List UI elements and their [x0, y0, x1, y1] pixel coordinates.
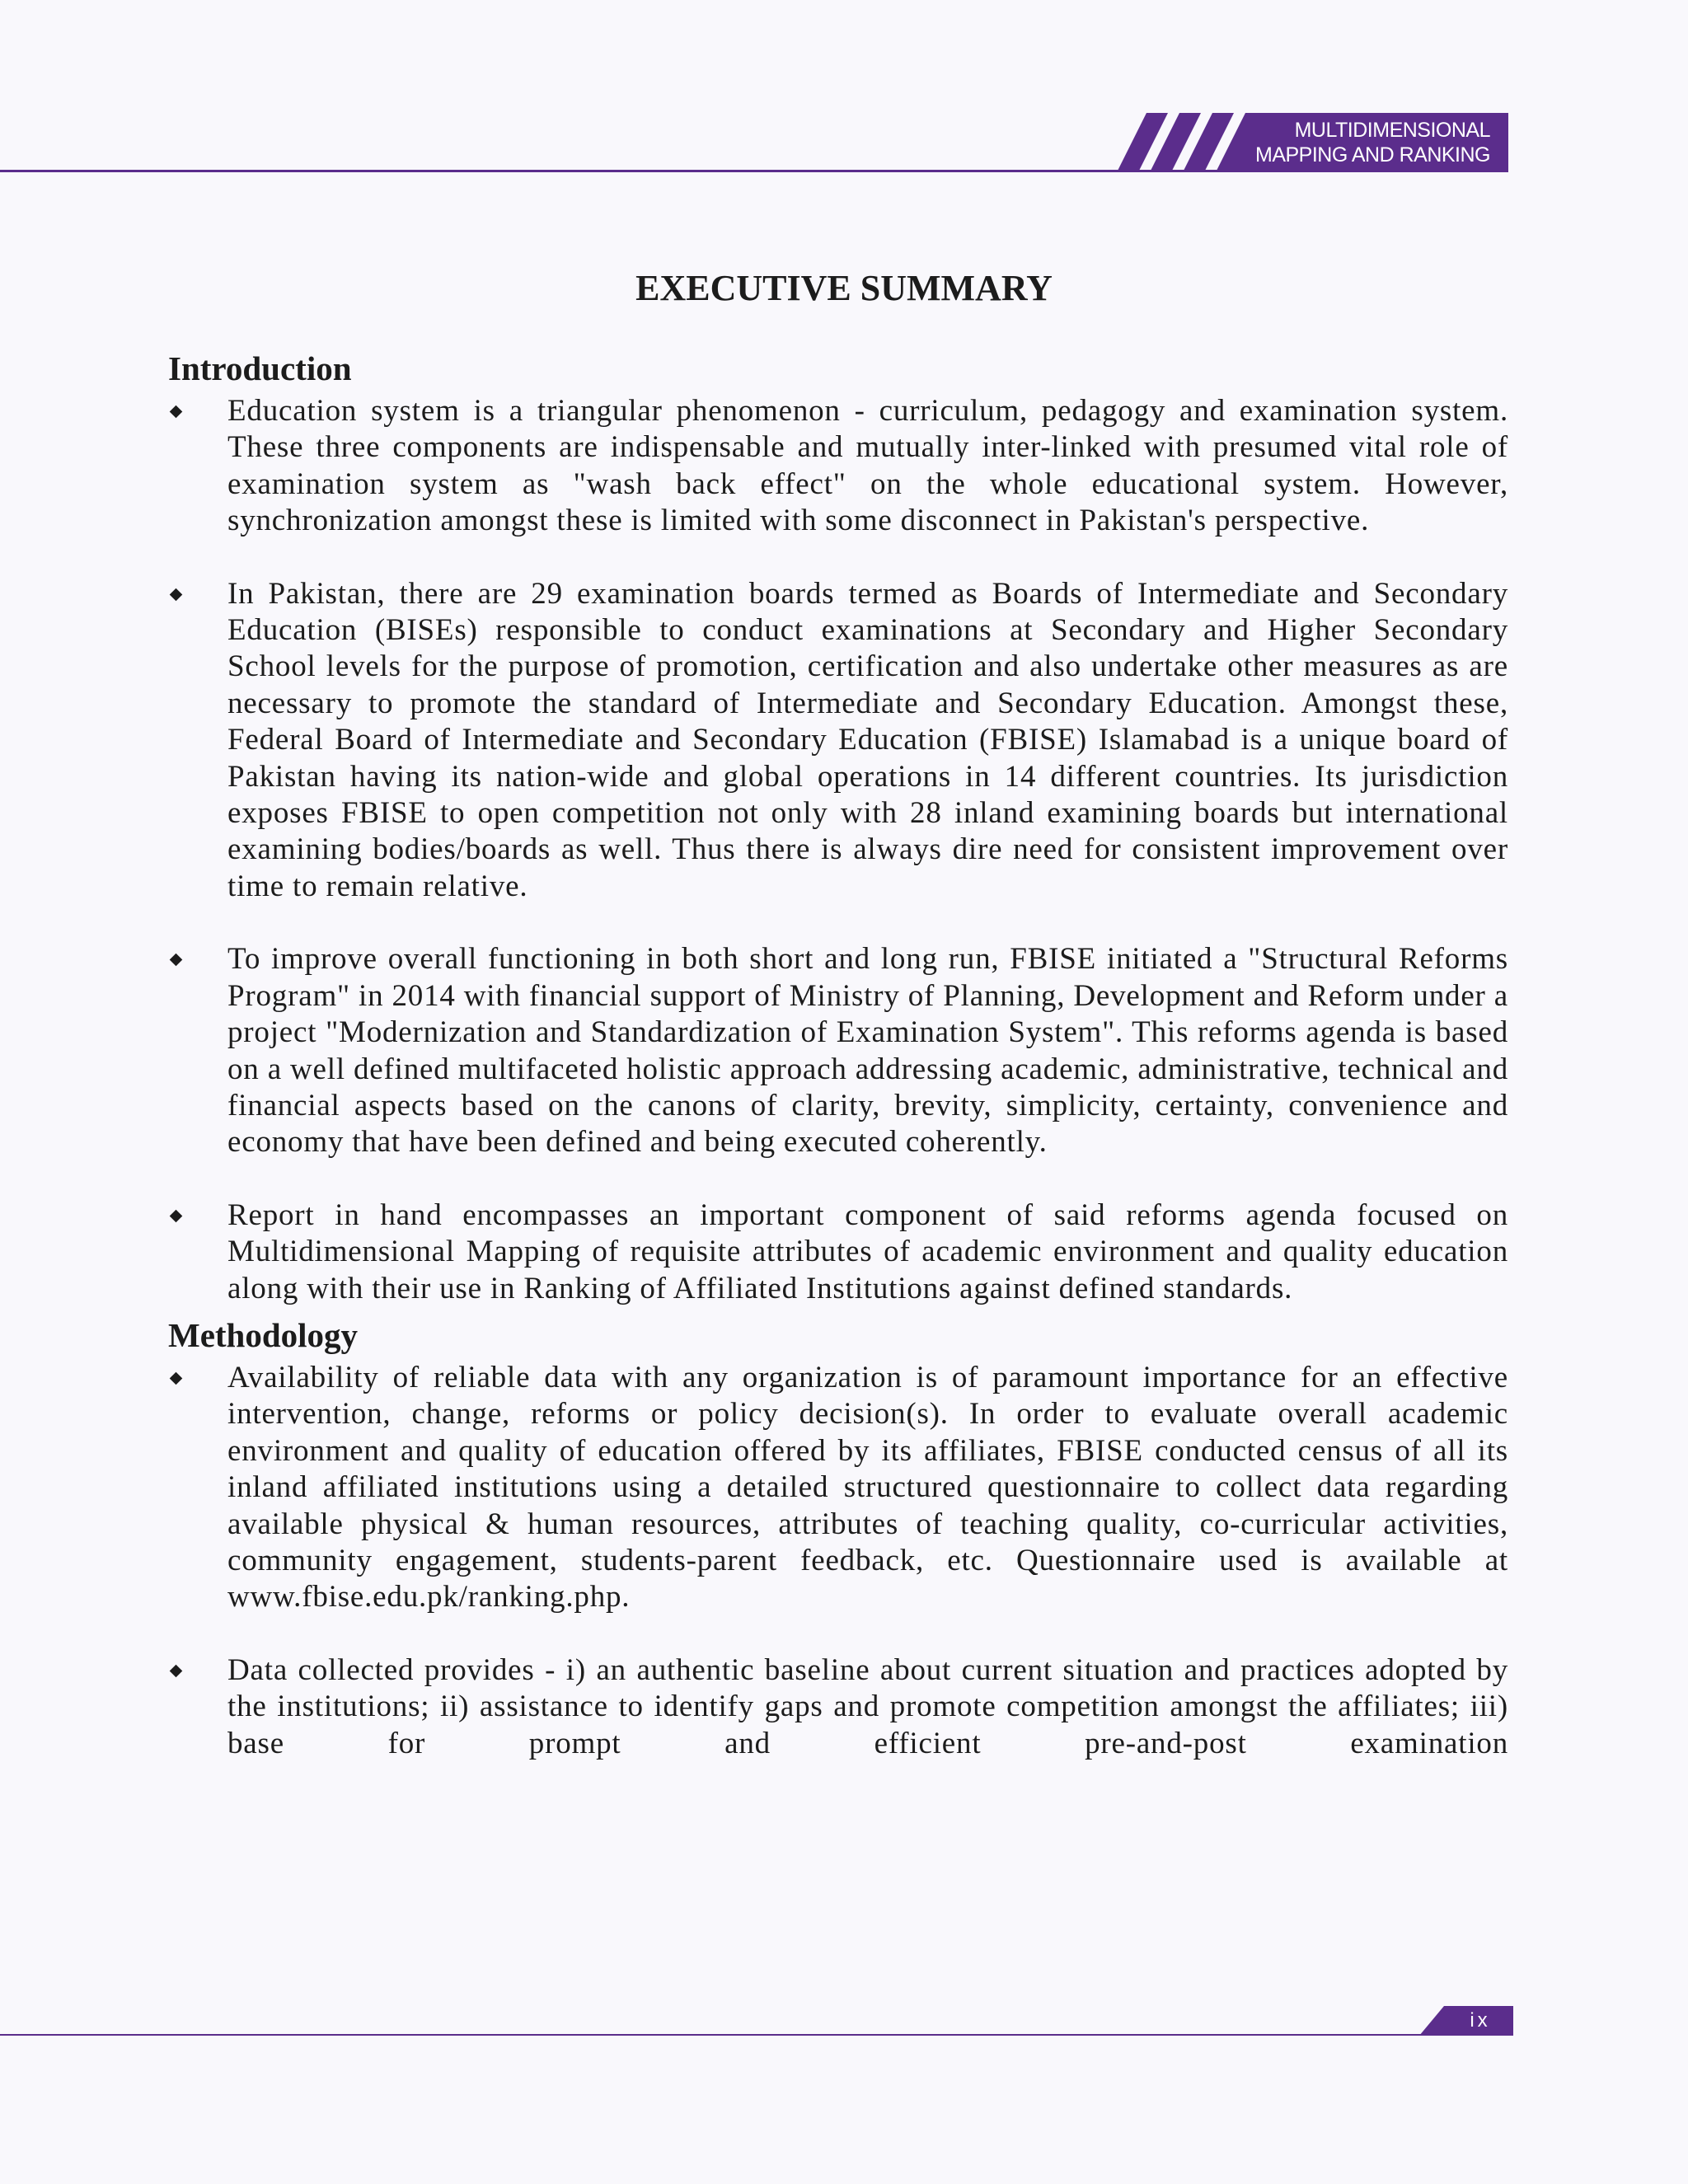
- header-title: [1255, 118, 1490, 167]
- diamond-bullet-icon: [170, 954, 183, 967]
- methodology-heading: Methodology: [168, 1315, 359, 1354]
- diamond-bullet-icon: [170, 588, 183, 601]
- list-item: [168, 1197, 1508, 1307]
- list-item: [168, 1360, 1508, 1616]
- diamond-bullet-icon: [170, 1209, 183, 1222]
- introduction-heading: Introduction: [168, 349, 352, 387]
- paragraph-text: Availability of reliable data with any organization is of paramount importance for an effective intervention, change, reforms or policy decision(s). In order to evaluate overall academic environment and quality of education offered by its affiliates, FBISE conducted census of all its inland affiliated institutions using a detailed structured questionnaire to collect data regarding available physical & human resources, attributes of teaching quality, co-curricular activities, community engagement, students-parent feedback, etc. Questionnaire used is available at www.fbise.edu.pk/ranking.php.: [227, 1360, 1508, 1615]
- page-number: ix: [1470, 2009, 1491, 2032]
- list-item: [168, 941, 1508, 1160]
- diamond-bullet-icon: [170, 1665, 183, 1678]
- paragraph-text: To improve overall functioning in both short and long run, FBISE initiated a "Structural Reforms Program" in 2014 with financial support of Ministry of Planning, Development and Reform under a project "Modernization and Standardization of Examination System". This reforms agenda is based on a well defined multifaceted holistic approach addressing academic, administrative, technical and financial aspects based on the canons of clarity, brevity, simplicity, certainty, convenience and economy that have been defined and being executed coherently.: [227, 942, 1508, 1160]
- introduction-list: [168, 393, 1508, 1307]
- list-item: [168, 576, 1508, 906]
- page-number-tab: [1419, 2006, 1513, 2036]
- document-body: [168, 342, 1508, 1762]
- header-banner: [1117, 113, 1508, 172]
- header-title-line1: MULTIDIMENSIONAL: [1294, 119, 1490, 142]
- diamond-bullet-icon: [170, 405, 183, 419]
- list-item: [168, 1652, 1508, 1762]
- list-item: [168, 393, 1508, 540]
- diamond-bullet-icon: [170, 1372, 183, 1385]
- paragraph-text: Data collected provides - i) an authentic baseline about current situation and practices adopted by the institutions; ii) assistance to identify gaps and promote competition amongst the affiliates; iii) base for prompt and efficient pre-and-post examination: [227, 1652, 1508, 1760]
- header-title-line2: MAPPING AND RANKING: [1255, 143, 1490, 166]
- page-title: EXECUTIVE SUMMARY: [635, 268, 1053, 308]
- paragraph-text: In Pakistan, there are 29 examination boards termed as Boards of Intermediate and Secondary Education (BISEs) responsible to conduct examinations at Secondary and Higher Secondary School levels for the purpose of promotion, certification and also undertake other measures as are necessary to promote the standard of Intermediate and Secondary Education. Amongst these, Federal Board of Intermediate and Secondary Education (FBISE) Islamabad is a unique board of Pakistan having its nation-wide and global operations in 14 different countries. Its jurisdiction exposes FBISE to open competition not only with 28 inland examining boards but international examining bodies/boards as well. Thus there is always dire need for consistent improvement over time to remain relative.: [227, 576, 1508, 903]
- methodology-list: [168, 1360, 1508, 1762]
- paragraph-text: Education system is a triangular phenomenon - curriculum, pedagogy and examination system. These three components are indispensable and mutually inter-linked with presumed vital role of examination system as "wash back effect" on the whole educational system. However, synchronization amongst these is limited with some disconnect in Pakistan's perspective.: [227, 394, 1508, 538]
- paragraph-text: Report in hand encompasses an important component of said reforms agenda focused on Multidimensional Mapping of requisite attributes of academic environment and quality education along with their use in Ranking of Affiliated Institutions against defined standards.: [227, 1197, 1508, 1305]
- footer-rule: [0, 2034, 1513, 2036]
